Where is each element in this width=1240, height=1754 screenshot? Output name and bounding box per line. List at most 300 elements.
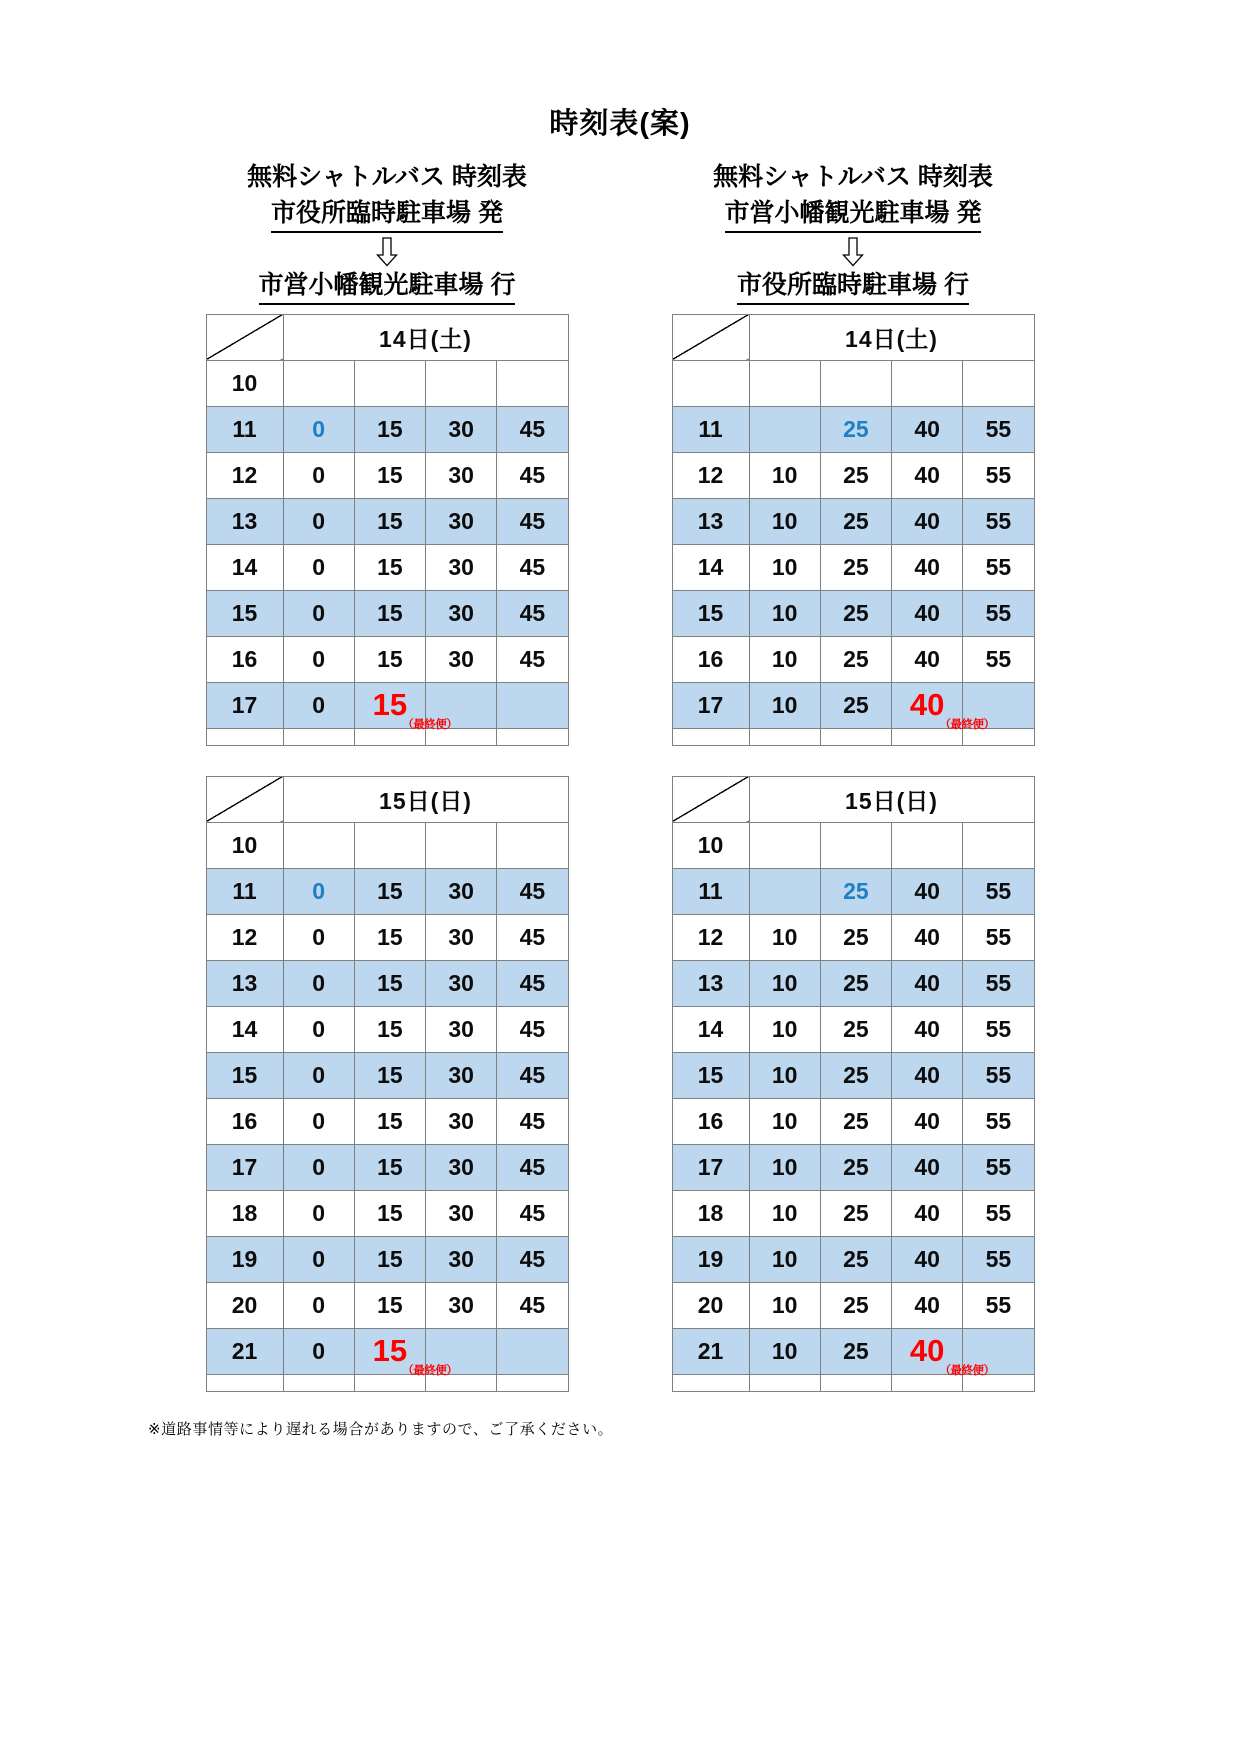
minute-cell: 45 [497,636,568,682]
minute-cell: 55 [963,590,1034,636]
spacer-cell [283,1374,354,1391]
hour-cell: 20 [206,1282,283,1328]
minute-cell: 25 [820,590,891,636]
minute-cell [892,682,995,731]
minute-cell [283,822,354,868]
table-row [206,682,568,728]
minute-cell: 0 [283,1328,354,1374]
minute-cell [354,360,425,406]
minute-cell [749,406,820,452]
table-row [672,590,1034,636]
minute-cell: 25 [820,1328,891,1374]
hour-cell: 16 [206,636,283,682]
minute-cell [426,360,497,406]
minute-cell: 30 [426,544,497,590]
minute-cell: 15 [354,406,425,452]
minute-cell [283,406,354,452]
hour-cell: 13 [206,498,283,544]
table-row [672,682,1034,728]
hour-cell: 18 [672,1190,749,1236]
hour-cell: 18 [206,1190,283,1236]
minute-cell: 40 [892,452,963,498]
minute-cell [820,406,891,452]
left-heading-line1: 無料シャトルバス 時刻表 [247,163,527,191]
minute-cell: 30 [426,1236,497,1282]
minute-cell: 25 [820,498,891,544]
minute-cell: 45 [497,544,568,590]
column-left [198,161,576,1392]
minute-cell: 10 [749,1052,820,1098]
minute-cell: 40 [892,1098,963,1144]
minute-cell: 0 [283,682,354,728]
timetable [672,314,1035,746]
hour-cell: 10 [206,822,283,868]
minute-cell: 25 [820,1052,891,1098]
hour-cell: 10 [672,822,749,868]
minute-cell: 30 [426,868,497,914]
minute-cell: 15 [354,1282,425,1328]
minute-cell: 15 [354,1052,425,1098]
right-heading-line1: 無料シャトルバス 時刻表 [713,163,993,191]
date-header: 14日(土) [283,314,568,360]
table-header-row [672,776,1034,822]
table-row [206,1282,568,1328]
minute-cell: 40 [892,498,963,544]
minute-cell: 10 [749,1282,820,1328]
minute-cell: 45 [497,452,568,498]
minute-cell: 40 [892,544,963,590]
minute-cell [354,822,425,868]
table-row [672,1236,1034,1282]
hour-cell: 17 [672,1144,749,1190]
minute-cell: 0 [283,544,354,590]
minute-cell [497,360,568,406]
minute-cell: 25 [820,1236,891,1282]
minute-cell: 30 [426,960,497,1006]
timetable-columns [0,161,1240,1392]
minute-cell: 55 [963,452,1034,498]
minute-cell [820,868,891,914]
corner-diagonal-cell [206,314,283,360]
minute-cell [963,360,1034,406]
table-row [672,360,1034,406]
table-row [672,1098,1034,1144]
minute-cell: 30 [426,1144,497,1190]
minute-cell: 40 [892,1006,963,1052]
minute-cell: 0 [283,1098,354,1144]
minute-cell: 40 [892,1282,963,1328]
minute-cell: 10 [749,960,820,1006]
hour-cell: 21 [206,1328,283,1374]
hour-cell: 15 [206,1052,283,1098]
table-row [206,868,568,914]
minute-cell: 40 [892,1190,963,1236]
table-row [206,544,568,590]
table-row [672,1144,1034,1190]
last-bus-note: （最終便） [402,1365,458,1377]
hour-cell: 19 [206,1236,283,1282]
minute-cell: 30 [426,498,497,544]
minute-cell [963,822,1034,868]
corner-diagonal-cell [206,776,283,822]
minute-cell: 0 [283,960,354,1006]
date-header: 15日(日) [749,776,1034,822]
table-row [206,914,568,960]
minute-cell: 15 [354,452,425,498]
hour-cell: 14 [672,544,749,590]
minute-cell [749,868,820,914]
minute-cell: 40 [892,1236,963,1282]
minute-cell [892,360,963,406]
last-departure-time: 40 [909,687,945,722]
minute-cell: 25 [820,1098,891,1144]
minute-cell [354,682,458,731]
hour-cell: 12 [672,452,749,498]
minute-cell: 25 [820,960,891,1006]
last-departure-wrapper [372,687,458,731]
minute-cell: 40 [892,960,963,1006]
minute-cell: 25 [820,914,891,960]
table-row [206,1052,568,1098]
minute-cell: 15 [354,868,425,914]
page-title: 時刻表(案) [549,108,691,140]
table-row [206,452,568,498]
minute-cell: 30 [426,914,497,960]
minute-cell: 10 [749,544,820,590]
timetable [206,776,569,1392]
minute-cell [892,822,963,868]
spacer-cell [749,728,820,745]
table-row [672,822,1034,868]
hour-cell: 15 [206,590,283,636]
right-tables-container [664,314,1042,1392]
minute-cell: 15 [354,1190,425,1236]
minute-cell: 25 [820,544,891,590]
minute-cell: 0 [283,498,354,544]
minute-cell: 15 [354,636,425,682]
minute-cell: 25 [820,1006,891,1052]
minute-cell: 15 [354,1006,425,1052]
left-destination-label: 市営小幡観光駐車場 行 [259,269,516,305]
hour-cell: 13 [206,960,283,1006]
minute-cell [892,1328,995,1377]
minute-cell: 10 [749,682,820,728]
minute-cell: 25 [820,452,891,498]
hour-cell: 15 [672,590,749,636]
last-bus-note: （最終便） [939,1365,995,1377]
minute-cell: 55 [963,636,1034,682]
minute-cell: 55 [963,960,1034,1006]
minute-cell: 15 [354,1098,425,1144]
minute-cell: 30 [426,1282,497,1328]
minute-cell: 55 [963,1236,1034,1282]
minute-cell: 10 [749,636,820,682]
hour-cell: 13 [672,498,749,544]
minute-cell: 25 [820,682,891,728]
minute-cell [497,682,568,728]
minute-cell: 55 [963,868,1034,914]
minute-cell: 30 [426,1006,497,1052]
minute-cell: 40 [892,636,963,682]
table-bottom-spacer-row [206,728,568,745]
minute-cell: 55 [963,498,1034,544]
table-row [672,914,1034,960]
spacer-cell [749,1374,820,1391]
minute-cell: 55 [963,1006,1034,1052]
table-row [206,636,568,682]
table-header-row [672,314,1034,360]
minute-cell: 40 [892,914,963,960]
first-departure-time: 25 [843,415,869,442]
hour-cell: 17 [206,1144,283,1190]
minute-cell: 40 [892,1144,963,1190]
table-row [206,1328,568,1374]
minute-cell: 10 [749,590,820,636]
minute-cell: 45 [497,1236,568,1282]
spacer-cell [206,728,283,745]
table-row [672,1328,1034,1374]
first-departure-time: 25 [843,877,869,904]
hour-cell: 12 [206,914,283,960]
spacer-cell [497,728,568,745]
minute-cell: 45 [497,590,568,636]
minute-cell: 30 [426,452,497,498]
last-departure-wrapper [372,1333,458,1377]
footnote: ※道路事情等により遅れる場合がありますので、ご了承ください。 [148,1420,614,1438]
minute-cell [354,1328,458,1377]
left-heading-block [198,161,576,314]
table-row [672,960,1034,1006]
minute-cell: 55 [963,1052,1034,1098]
minute-cell: 0 [283,1006,354,1052]
minute-cell: 15 [354,1236,425,1282]
minute-cell [497,822,568,868]
minute-cell: 10 [749,498,820,544]
minute-cell: 55 [963,914,1034,960]
minute-cell: 10 [749,914,820,960]
minute-cell [426,822,497,868]
minute-cell: 10 [749,452,820,498]
minute-cell: 10 [749,1236,820,1282]
minute-cell: 25 [820,1144,891,1190]
hour-cell: 14 [672,1006,749,1052]
minute-cell: 25 [820,1282,891,1328]
table-gap [198,746,576,776]
minute-cell [283,360,354,406]
minute-cell: 40 [892,406,963,452]
spacer-cell [497,1374,568,1391]
minute-cell: 0 [283,1282,354,1328]
minute-cell: 10 [749,1328,820,1374]
hour-cell: 11 [206,406,283,452]
hour-cell: 11 [672,868,749,914]
hour-cell: 20 [672,1282,749,1328]
hour-cell: 16 [206,1098,283,1144]
minute-cell: 45 [497,406,568,452]
table-row [672,498,1034,544]
minute-cell: 55 [963,1190,1034,1236]
minute-cell: 10 [749,1006,820,1052]
table-row [206,822,568,868]
hour-cell: 14 [206,1006,283,1052]
right-origin-label: 市営小幡観光駐車場 発 [725,197,982,234]
minute-cell: 30 [426,1098,497,1144]
minute-cell: 55 [963,1144,1034,1190]
minute-cell: 55 [963,1098,1034,1144]
hour-cell: 11 [206,868,283,914]
hour-cell: 11 [672,406,749,452]
table-row [672,544,1034,590]
minute-cell: 45 [497,914,568,960]
minute-cell: 45 [497,1006,568,1052]
minute-cell [749,822,820,868]
table-header-row [206,776,568,822]
last-bus-note: （最終便） [402,719,458,731]
spacer-cell [672,1374,749,1391]
left-origin-label: 市役所臨時駐車場 発 [271,197,503,234]
minute-cell: 45 [497,1098,568,1144]
column-right [664,161,1042,1392]
minute-cell: 0 [283,636,354,682]
minute-cell: 55 [963,406,1034,452]
right-destination-label: 市役所臨時駐車場 行 [737,269,969,305]
timetable [672,776,1035,1392]
table-row [206,360,568,406]
minute-cell: 45 [497,498,568,544]
table-row [672,1190,1034,1236]
table-row [206,1098,568,1144]
minute-cell: 15 [354,498,425,544]
table-row [672,1282,1034,1328]
table-row [206,960,568,1006]
last-departure-wrapper [909,687,995,731]
last-departure-time: 15 [372,687,408,722]
table-bottom-spacer-row [206,1374,568,1391]
date-header: 14日(土) [749,314,1034,360]
minute-cell: 30 [426,406,497,452]
corner-diagonal-cell [672,314,749,360]
minute-cell: 55 [963,544,1034,590]
spacer-cell [820,1374,891,1391]
corner-diagonal-cell [672,776,749,822]
minute-cell: 30 [426,636,497,682]
minute-cell: 0 [283,590,354,636]
hour-cell: 16 [672,636,749,682]
hour-cell: 14 [206,544,283,590]
hour-cell: 15 [672,1052,749,1098]
minute-cell: 15 [354,1144,425,1190]
minute-cell: 15 [354,590,425,636]
last-departure-wrapper [909,1333,995,1377]
table-row [206,1006,568,1052]
minute-cell [283,868,354,914]
table-gap [664,746,1042,776]
down-arrow-icon [664,237,1042,267]
minute-cell: 40 [892,1052,963,1098]
hour-cell [672,360,749,406]
minute-cell: 15 [354,914,425,960]
minute-cell: 0 [283,914,354,960]
timetable [206,314,569,746]
spacer-cell [206,1374,283,1391]
table-row [206,1236,568,1282]
minute-cell: 40 [892,868,963,914]
minute-cell: 45 [497,1190,568,1236]
minute-cell: 30 [426,1052,497,1098]
table-row [672,1052,1034,1098]
table-row [206,1190,568,1236]
minute-cell: 45 [497,1052,568,1098]
hour-cell: 12 [672,914,749,960]
minute-cell [749,360,820,406]
right-heading-block [664,161,1042,314]
table-row [672,1006,1034,1052]
minute-cell [820,360,891,406]
minute-cell: 25 [820,636,891,682]
minute-cell: 10 [749,1144,820,1190]
table-row [672,452,1034,498]
minute-cell: 10 [749,1098,820,1144]
hour-cell: 16 [672,1098,749,1144]
table-row [206,406,568,452]
table-row [206,590,568,636]
minute-cell: 45 [497,960,568,1006]
spacer-cell [672,728,749,745]
minute-cell: 0 [283,452,354,498]
first-departure-time: 0 [312,415,326,442]
hour-cell: 12 [206,452,283,498]
hour-cell: 17 [672,682,749,728]
left-tables-container [198,314,576,1392]
minute-cell: 55 [963,1282,1034,1328]
down-arrow-icon [198,237,576,267]
minute-cell: 0 [283,1190,354,1236]
minute-cell: 10 [749,1190,820,1236]
hour-cell: 21 [672,1328,749,1374]
minute-cell [820,822,891,868]
last-bus-note: （最終便） [939,719,995,731]
table-header-row [206,314,568,360]
table-row [672,406,1034,452]
minute-cell [497,1328,568,1374]
minute-cell: 45 [497,1282,568,1328]
minute-cell: 30 [426,1190,497,1236]
last-departure-time: 40 [909,1333,945,1368]
hour-cell: 13 [672,960,749,1006]
hour-cell: 10 [206,360,283,406]
date-header: 15日(日) [283,776,568,822]
table-row [206,498,568,544]
table-row [672,868,1034,914]
minute-cell: 0 [283,1144,354,1190]
minute-cell: 15 [354,960,425,1006]
minute-cell: 40 [892,590,963,636]
minute-cell: 25 [820,1190,891,1236]
last-departure-time: 15 [372,1333,408,1368]
minute-cell: 45 [497,1144,568,1190]
spacer-cell [283,728,354,745]
table-row [672,636,1034,682]
minute-cell: 15 [354,544,425,590]
hour-cell: 19 [672,1236,749,1282]
first-departure-time: 0 [312,877,326,904]
minute-cell: 45 [497,868,568,914]
spacer-cell [820,728,891,745]
minute-cell: 0 [283,1236,354,1282]
hour-cell: 17 [206,682,283,728]
minute-cell: 30 [426,590,497,636]
table-row [206,1144,568,1190]
